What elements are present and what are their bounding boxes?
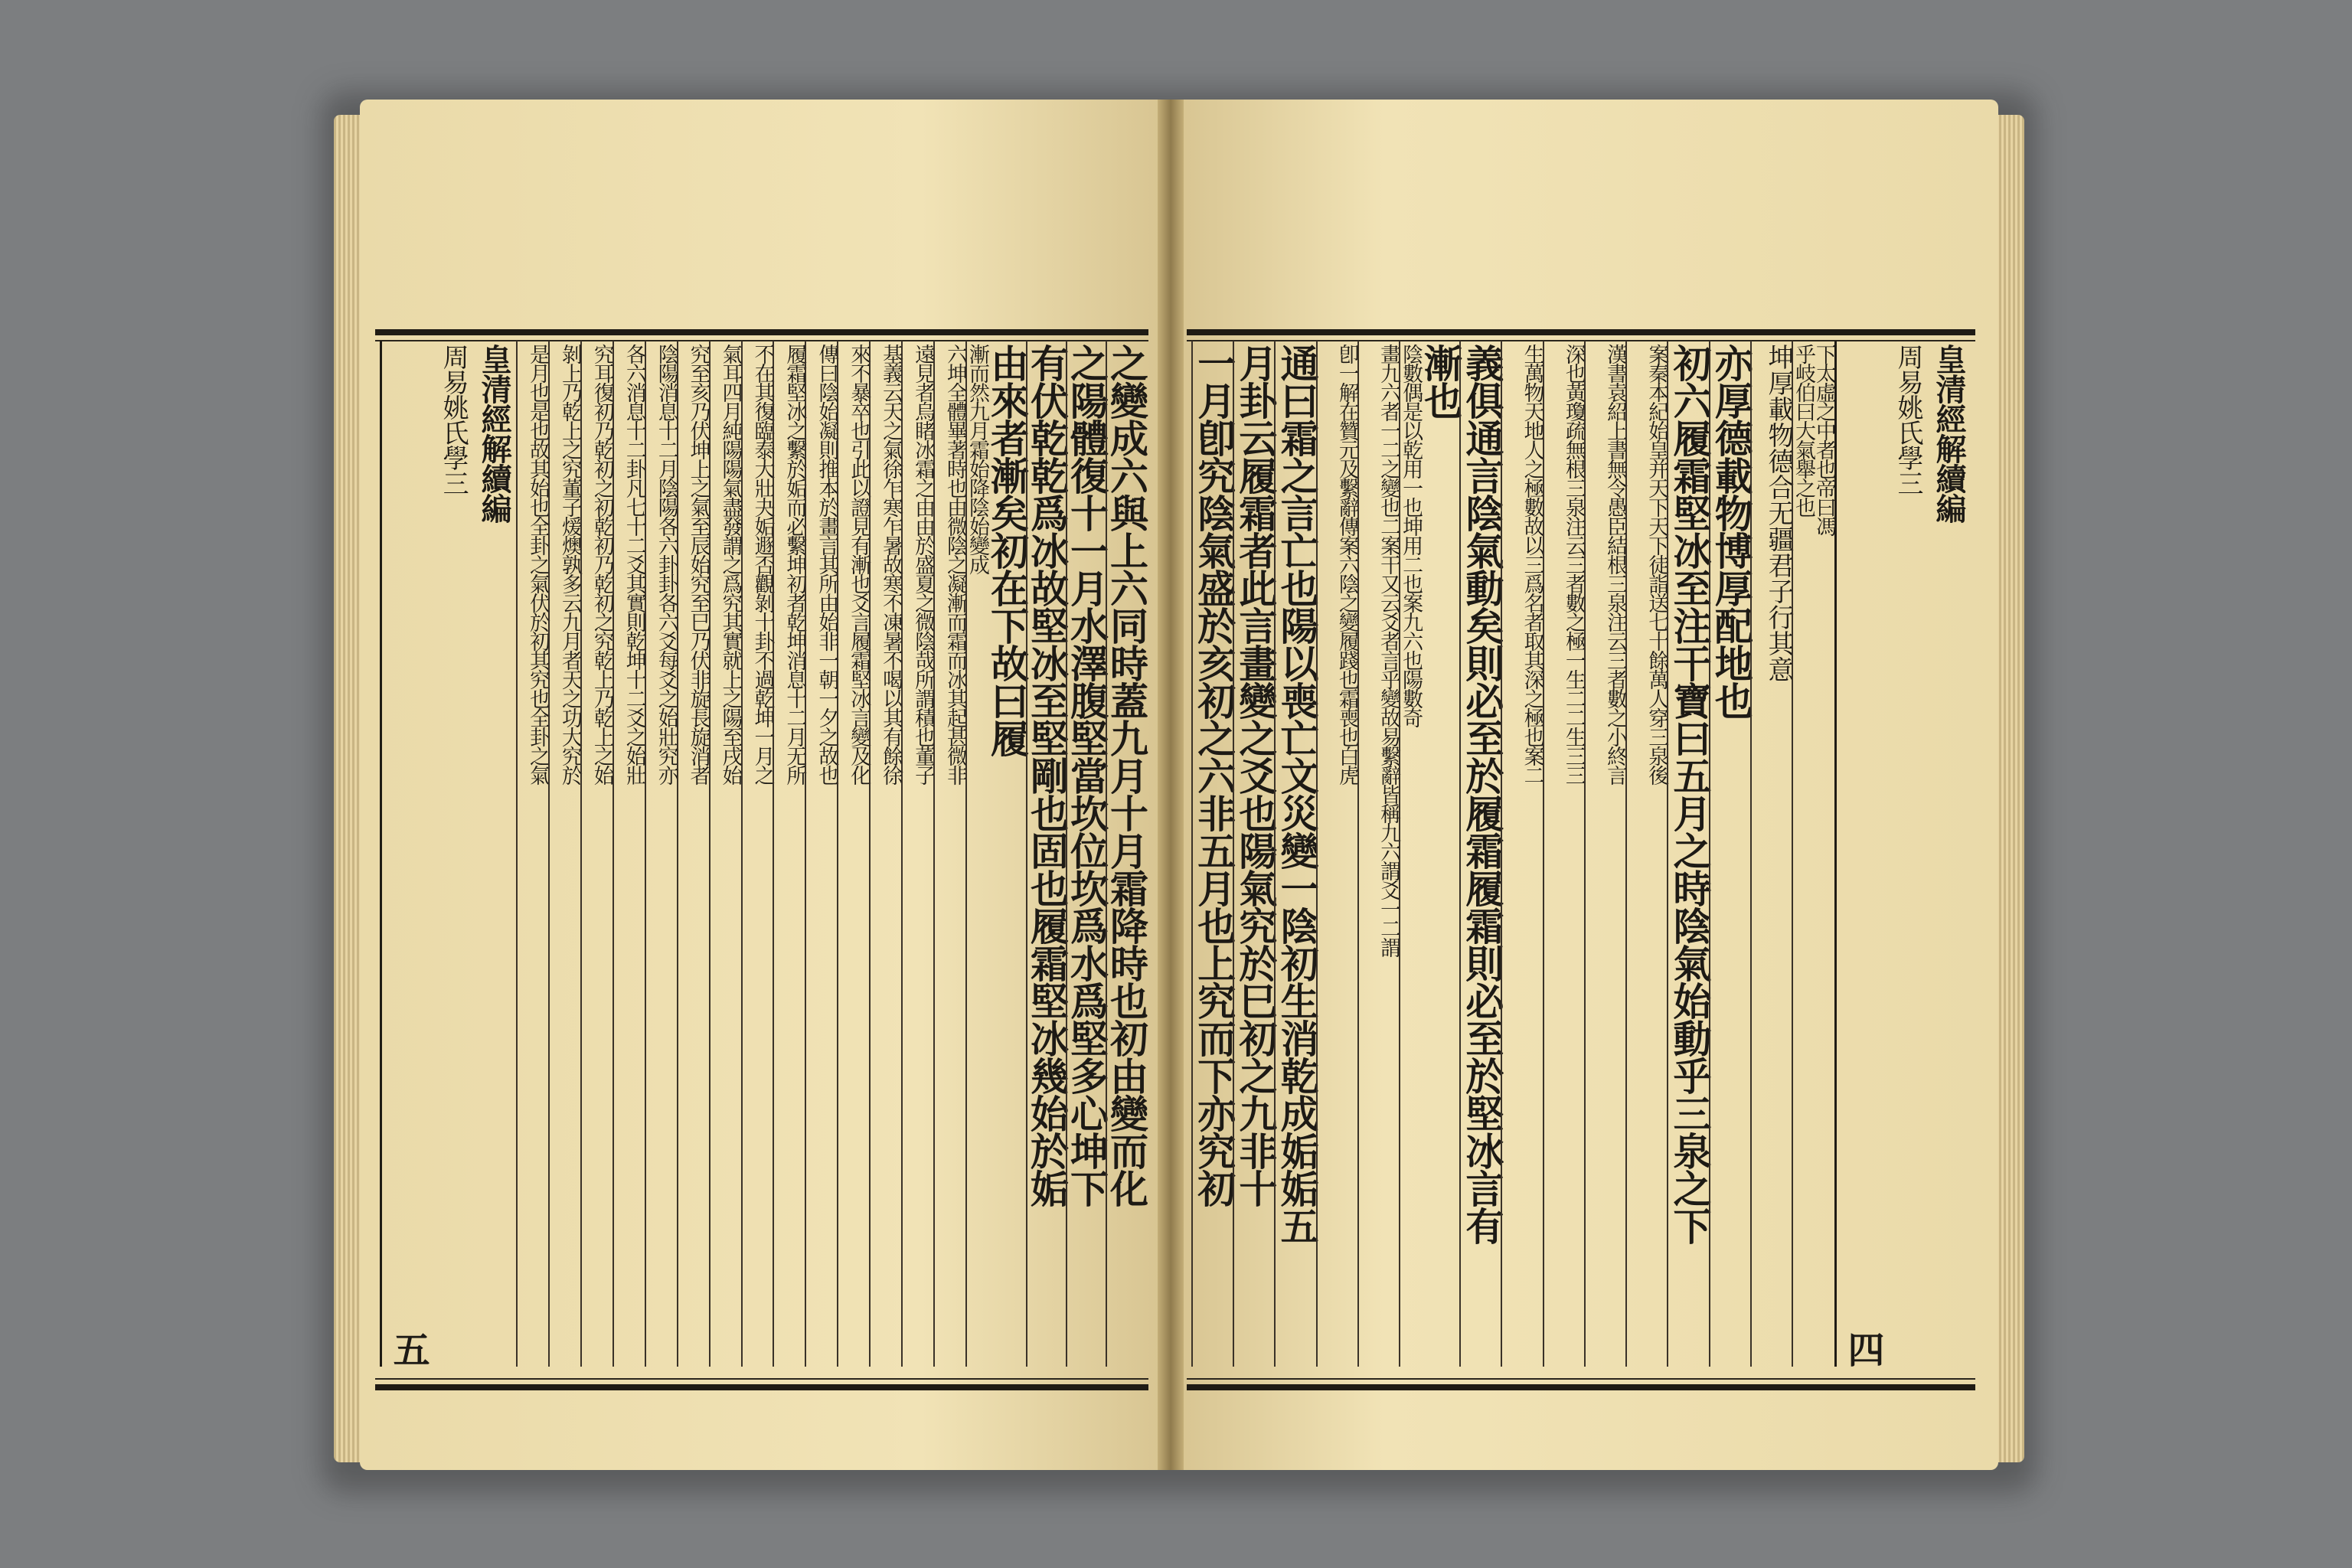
annotation-column: 漢書袁紹上書無令愚臣結根三泉注云三者數之小終言 (1584, 341, 1625, 1367)
annotation-column: 究至亥乃伏坤上之氣至辰始究至巳乃伏非旋長旋消者 (677, 341, 709, 1367)
spine-title: 皇清經解續編 (1931, 344, 1967, 523)
book-gutter (1158, 100, 1184, 1470)
folio-number: 五 (387, 1331, 430, 1367)
text-column: 有伏乾乾爲冰故堅冰至堅剛也固也履霜堅冰幾始於姤 (1026, 341, 1066, 1367)
spine-section: 周易姚氏學三 (1893, 344, 1923, 495)
annotation-column: 是月也是也故其始也全卦之氣伏於初其究也全卦之氣 (516, 341, 548, 1367)
text-column: 由來者漸矣初在下故曰履 (985, 344, 1030, 756)
annotation-column: 來不暴卒也引此以證見有漸也爻言履霜堅冰言變及化 (837, 341, 869, 1367)
text-column: 一月卽究陰氣盛於亥初之六非五月也上究而下亦究初 (1191, 341, 1233, 1367)
annotation-column: 各六消息十二卦凡七十二爻其實則乾坤十二爻之始壯 (612, 341, 645, 1367)
annotation-column: 氣耳四月純陽陽氣盡發謂之爲究其實就上之陽至戌始 (709, 341, 741, 1367)
spine-section: 周易姚氏學三 (438, 344, 469, 495)
text-column: 亦厚德載物博厚配地也 (1709, 341, 1750, 1367)
annotation-line: 乎岐伯曰大氣舉之也 (1792, 344, 1815, 516)
annotation-column: 遠見者烏睹冰霜之由由於盛夏之微陰哉所謂積也董子 (901, 341, 933, 1367)
mixed-column (965, 341, 1030, 1367)
text-column: 月卦云履霜者此言畫變之爻也陽氣究於巳初之九非十 (1233, 341, 1274, 1367)
text-column: 通曰霜之言亡也陽以喪亡文災變一陰初生消乾成姤姤五 (1274, 341, 1315, 1367)
annotation-column: 陰陽消息十二月陰陽各六卦卦各六爻每爻之始壯究亦 (645, 341, 677, 1367)
annotation-column: 基義云天之氣徐乍寒乍暑故寒不凍暑不喝以其有餘徐 (869, 341, 901, 1367)
annotation-column: 卽一解在贊元及繫辭傳案六陰之變履踐也霜喪也白虎 (1316, 341, 1357, 1367)
folio-number: 四 (1841, 1331, 1884, 1367)
annotation-column: 生萬物天地人之極數故以三爲名者取其深之極也案二 (1501, 341, 1542, 1367)
annotation-column: 傳曰陰始凝則推本於畫言其所由始非一朝一夕之故也 (805, 341, 837, 1367)
mixed-column (1399, 341, 1464, 1367)
text-column: 之變成六與上六同時蓋九月十月霜降時也初由變而化 (1106, 341, 1145, 1367)
paired-annotation-column (1792, 341, 1834, 1367)
gloss-column: 坤厚載物德合无疆君子行其意 (1750, 341, 1792, 1367)
annotation-column: 剝上乃乾上之究董子煖燠孰多云九月者天之功大究於 (548, 341, 580, 1367)
annotation-column: 畫九六者一二之變也二案干又云爻者言乎變故易繫辭皆稱九六謂爻一二謂 (1357, 341, 1399, 1367)
annotation-column: 履霜堅冰之繫於姤而必繫坤初者乾坤消息十二月无所 (773, 341, 805, 1367)
annotation-column: 究耳復初乃乾初之初乾初乃乾初之究乾上乃乾上之始 (580, 341, 612, 1367)
left-text-block (380, 341, 1149, 1367)
right-spine-label (1834, 341, 1971, 1367)
text-column: 義俱通言陰氣動矣則必至於履霜履霜則必至於堅冰言有 (1459, 341, 1501, 1367)
annotation-line: 下太虛之中者也帝曰馮 (1812, 344, 1836, 535)
spine-title: 皇清經解續編 (476, 344, 513, 523)
annotation-column: 六坤全體畢著時也由微陰之凝漸而霜而冰其起甚微非 (933, 341, 965, 1367)
annotation-column: 不在其復臨泰大壯夬姤遯否觀剝十卦不過乾坤一月之 (741, 341, 773, 1367)
right-text-block (1191, 341, 1971, 1367)
text-column: 之陽體復十一月水澤腹堅當坎位坎爲水爲堅多心坤下 (1066, 341, 1106, 1367)
annotation-column: 漸而然九月霜始降陰始變成 (965, 344, 989, 573)
annotation-column: 案秦本紀始皇并天下天下徒詣送七十餘萬人穿三泉後 (1625, 341, 1667, 1367)
annotation-column: 深也黃瓊疏無根三泉注云三者數之極一生二二生三三 (1543, 341, 1584, 1367)
annotation-column: 陰數偶是以乾用一也坤用二也案九六也陽數奇 (1399, 344, 1423, 727)
left-spine-label (380, 341, 516, 1367)
text-column: 初六履霜堅冰至注干寶曰五月之時陰氣始動乎三泉之下 (1667, 341, 1708, 1367)
text-column: 漸也 (1418, 344, 1464, 419)
